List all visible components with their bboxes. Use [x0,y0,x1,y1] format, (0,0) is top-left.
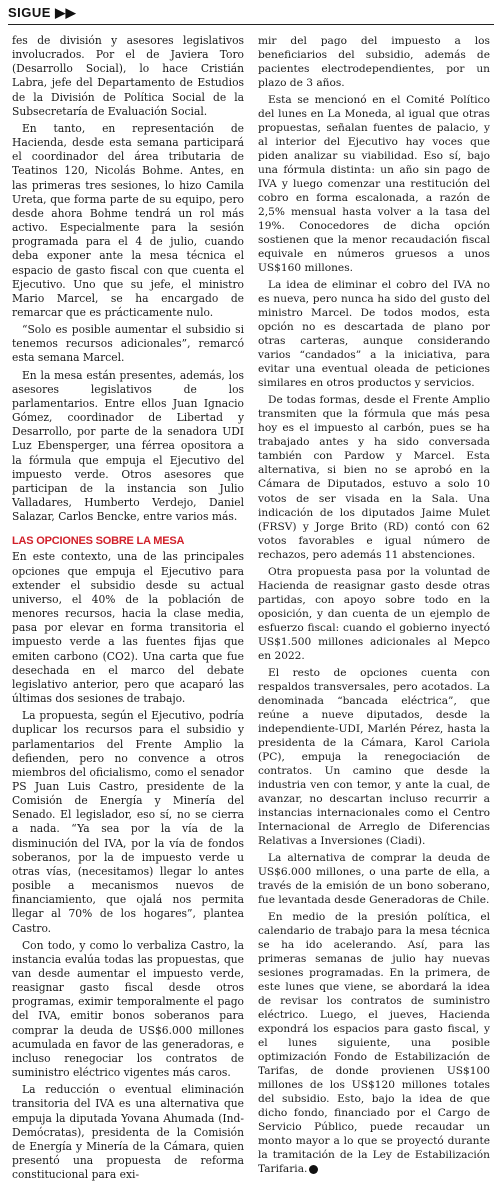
paragraph: Esta se mencionó en el Comité Político del lunes en La Moneda, al igual que otras propuestas, señalan fuentes de palacio, y al interior del Ejecutivo hay voces que piden analizar su viabilidad. Eso sí, bajo una fórmula distinta: un año sin pago de IVA y luego comenzar una restitución del cobro en forma escalonada, a razón de 2,5% mensual hasta volver a la tasa del 19%. Conocedores de dicha opción sostienen que la menor recaudación fiscal equivale en números gruesos a unos US$160 millones. [258,94,490,275]
paragraph: El resto de opciones cuenta con respaldos transversales, pero acotados. La denominada “bancada eléctrica”, que reúne a nueve diputados, desde la independiente-UDI, Marlén Pérez, hasta la presidenta de la Cámara, Karol Cariola (PC), empuja la renegociación de contratos. Un camino que desde la industria ven con temor, y ante la cual, de avanzar, no descartan incluso recurrir a instancias internacionales como el Centro Internacional de Arreglo de Diferencias Relativas a Inversiones (Ciadi). [258,666,490,847]
paragraph: Con todo, y como lo verbaliza Castro, la instancia evalúa todas las propuestas, que van desde aumentar el impuesto verde, reasignar gasto fiscal desde otros programas, eximir temporalmente el pago del IVA, emitir bonos soberanos para comprar la deuda de US$6.000 millones acumulada en favor de las generadoras, e incluso renegociar los contratos de suministro eléctrico vigentes más caros. [12,938,244,1080]
paragraph-final [258,910,490,1176]
paragraph: En la mesa están presentes, además, los asesores legislativos de los parlamentarios. Entre ellos Juan Ignacio Gómez, coordinador de Libertad y Desarrollo, por parte de la senadora UDI Luz Ebensperger, una férrea opositora a la fórmula que empuja el Ejecutivo del impuesto verde. Otros asesores que participan de la instancia son Julio Valladares, Humberto Verdejo, Daniel Salazar, Carlos Bencke, entre varios más. [12,368,244,524]
end-mark-icon: P [309,1165,318,1174]
paragraph: En este contexto, una de las principales opciones que empuja el Ejecutivo para extender el subsidio desde su actual universo, el 40% de la población de menores recursos, hacia la clase media, pasa por elevar en forma transitoria el impuesto verde a las fuentes fijas que emiten carbono (CO2). Una carta que fue desechada en el marco del debate legislativo anterior, pero que acaparó las últimas dos sesiones de trabajo. [12,550,244,706]
section-subhead: LAS OPCIONES SOBRE LA MESA [12,535,185,548]
paragraph: fes de división y asesores legislativos involucrados. Por el de Javiera Toro (Desarrollo Social), lo hace Cristián Labra, jefe del Departamento de Estudios de la División de Política Social de la Subsecretaría de Evaluación Social. [12,34,244,118]
paragraph: mir del pago del impuesto a los beneficiarios del subsidio, además de pacientes electrodependientes, por un plazo de 3 años. [258,35,490,90]
article-column-left [12,34,244,1185]
continuation-label: SIGUE ▶▶ [8,5,77,20]
paragraph: La propuesta, según el Ejecutivo, podría duplicar los recursos para el subsidio y parlamentarios del Frente Amplio la defienden, pero no convence a otros miembros del oficialismo, como el senador PS Juan Luis Castro, presidente de la Comisión de Energía y Minería del Senado. El legislador, eso sí, no se cierra a nada. “Ya sea por la vía de la disminución del IVA, por la vía de fondos soberanos, por la de impuesto verde u otras vías, (necesitamos) llegar lo antes posible a mecanismos nuevos de financiamiento, que ojalá nos permita llegar al 70% de los hogares”, plantea Castro. [12,709,244,935]
paragraph-text: En medio de la presión política, el calendario de trabajo para la mesa técnica se ha ido acelerando. Así, para las primeras semanas de julio hay nuevas sesiones programadas. En la primera, de este lunes que viene, se abordará la idea de revisar los contratos de suministro eléctrico. Luego, el jueves, Hacienda expondrá los espacios para gasto fiscal, y el lunes siguiente, una posible optimización Fondo de Estabilización de Tarifas, de donde provienen US$100 millones de los US$120 millones totales del subsidio. Esto, bajo la idea de que dicho fondo, financiado por el Cargo de Servicio Público, puede recaudar un monto mayor a lo que se proyectó durante la tramitación de la Ley de Estabilización Tarifaria. [258,910,490,1176]
header-rule [8,24,494,25]
paragraph: Otra propuesta pasa por la voluntad de Hacienda de reasignar gasto desde otras partidas, con apoyo sobre todo en la oposición, y dan cuenta de un ejemplo de esfuerzo fiscal: cuando el gobierno inyectó US$1.500 millones adicionales al Mepco en 2022. [258,565,490,662]
paragraph: De todas formas, desde el Frente Amplio transmiten que la fórmula que más pesa hoy es el impuesto al carbón, pues se ha trabajado antes y ha sido conversada también con Pardow y Marcel. Esta alternativa, si bien no se aprobó en la Cámara de Diputados, estuvo a solo 10 votos de ser visada en la Sala. Una indicación de los diputados Jaime Mulet (FRSV) y Jorge Brito (RD) contó con 62 votos favorables e igual número de rechazos, pero además 11 abstenciones. [258,394,490,561]
article-column-right [258,34,490,1179]
paragraph: “Solo es posible aumentar el subsidio si tenemos recursos adicionales”, remarcó esta semana Marcel. [12,323,244,365]
paragraph: La idea de eliminar el cobro del IVA no es nueva, pero nunca ha sido del gusto del ministro Marcel. De todos modos, esta opción no es descartada de plano por otras carteras, aunque considerando varios “candados” a la iniciativa, para evitar una eventual oleada de peticiones similares en otros productos y servicios. [258,279,490,390]
paragraph: En tanto, en representación de Hacienda, desde esta semana participará el coordinador del área tributaria de Teatinos 120, Nicolás Bohme. Antes, en las primeras tres sesiones, lo hizo Camila Ureta, que forma parte de su equipo, pero desde ahora Bohme tendrá un rol más activo. Especialmente para la sesión programada para el 4 de julio, cuando deba exponer ante la mesa técnica el espacio de gasto fiscal con que cuenta el Ejecutivo. Uno que su jefe, el ministro Mario Marcel, se ha encargado de remarcar que es prácticamente nulo. [12,121,244,319]
paragraph: La alternativa de comprar la deuda de US$6.000 millones, o una parte de ella, a través de la emisión de un bono soberano, fue levantada desde Generadoras de Chile. [258,851,490,906]
paragraph: La reducción o eventual eliminación transitoria del IVA es una alternativa que empuja la diputada Yovana Ahumada (Ind-Demócratas), presidenta de la Comisión de Energía y Minería de la Cámara, quien presentó una propuesta de reforma constitucional para exi- [12,1083,244,1182]
